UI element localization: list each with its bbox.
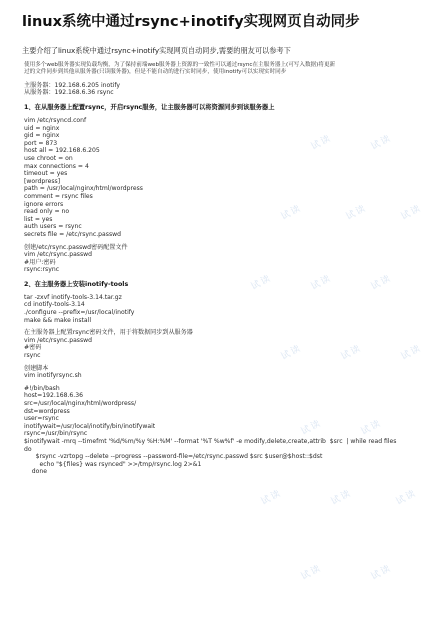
config-line: rsync: [24, 352, 41, 360]
text-line: 创建脚本: [24, 364, 49, 372]
watermark: 试读: [259, 488, 284, 508]
watermark: 试读: [369, 563, 394, 583]
config-line: #密码: [24, 344, 42, 352]
step1-heading: 1、在从服务器上配置rsync，开启rsync服务，让主服务器可以将资源同步到该服务器上: [24, 104, 275, 111]
script-intro-block: [24, 365, 424, 380]
intro-paragraph: [24, 62, 424, 77]
config-line: 在主服务器上配置rsync密码文件，用于将数据同步到从服务器: [24, 329, 193, 337]
watermark: 试读: [344, 203, 369, 223]
watermark: 试读: [399, 203, 424, 223]
config-line: auth users = rsync: [24, 223, 82, 231]
code-line: host=192.168.6.36: [24, 392, 83, 400]
code-line: $inotifywait -mrq --timefmt '%d/%m/%y %H:%M' --format '%T %w%f' -e modify,delete,create,attrib $src | while read files: [24, 437, 397, 445]
config-line: port = 873: [24, 139, 58, 147]
config-line: comment = rsync files: [24, 192, 93, 200]
watermark: 试读: [399, 343, 424, 363]
config-line: rsync:rsync: [24, 266, 60, 274]
page-subtitle: 主要介绍了linux系统中通过rsync+inotify实现网页自动同步,需要的朋友可以参考下: [22, 46, 291, 55]
code-line: src=/usr/local/nginx/html/wordpress/: [24, 400, 137, 407]
config-line: path = /usr/local/nginx/html/wordpress: [24, 185, 143, 193]
command-line: cd inotify-tools-3.14: [24, 301, 85, 309]
config-line: list = yes: [24, 215, 53, 223]
config-line: vim /etc/rsync.passwd: [24, 251, 93, 259]
master-passwd-block: [24, 329, 424, 359]
code-line: rsync=/usr/bin/rsync: [24, 430, 88, 438]
watermark: 试读: [339, 343, 364, 363]
config-line: vim /etc/rsyncd.conf: [24, 117, 87, 124]
config-line: uid = nginx: [24, 124, 60, 132]
config-line: ignore errors: [24, 200, 64, 208]
code-line: done: [24, 468, 47, 476]
install-commands-block: [24, 294, 424, 324]
config-line: [wordpress]: [24, 177, 61, 185]
watermark: 试读: [394, 488, 419, 508]
code-line: do: [24, 445, 32, 453]
watermark: 试读: [299, 563, 324, 583]
config-line: timeout = yes: [24, 170, 68, 178]
watermark: 试读: [329, 488, 354, 508]
intro-line: 过的文件同步到其他从服务器(只读服务器)，但是不能自动的进行实时同步，使用inotify可以实现实时同步: [24, 69, 287, 76]
code-line: inotifywait=/usr/local/inotify/bin/inotifywait: [24, 422, 156, 430]
config-line: max connections = 4: [24, 162, 89, 170]
intro-line: 使用多个web服务器实现负载均衡，为了保持前端web服务器上资源的一致性可以通过rsync在主服务器上(可写入数据)将更新: [24, 62, 336, 68]
command-line: ./configure --prefix=/usr/local/inotify: [24, 309, 135, 317]
config-line: read only = no: [24, 208, 70, 216]
watermark: 试读: [279, 343, 304, 363]
watermark: 试读: [369, 133, 394, 153]
code-line: $rsync -vzrtopg --delete --progress --password-file=/etc/rsync.passwd $src $user@$host::$dst: [24, 453, 323, 461]
watermark: 试读: [279, 203, 304, 223]
code-line: dst=wordpress: [24, 407, 70, 415]
server-line: 主服务器：192.168.6.205 inotify: [24, 81, 120, 89]
config-line: use chroot = on: [24, 154, 73, 162]
watermark: 试读: [309, 133, 334, 153]
text-line: vim inotifyrsync.sh: [24, 372, 82, 380]
command-line: make && make install: [24, 316, 92, 324]
command-line: tar -zxvf inotify-tools-3.14.tar.gz: [24, 293, 122, 301]
step2-heading: 2、在主服务器上安装inotify-tools: [24, 280, 129, 288]
watermark: 试读: [299, 418, 324, 438]
server-list: [24, 82, 424, 97]
config-line: #用户:密码: [24, 258, 56, 266]
watermark: 试读: [369, 273, 394, 293]
watermark: 试读: [249, 273, 274, 293]
page-title: linux系统中通过rsync+inotify实现网页自动同步: [22, 14, 360, 30]
config-line: 创建/etc/rsync.passwd密码配置文件: [24, 243, 128, 251]
code-line: #!/bin/bash: [24, 384, 60, 392]
config-line: host all = 192.168.6.205: [24, 147, 100, 155]
config-line: secrets file = /etc/rsync.passwd: [24, 230, 121, 238]
watermark: 试读: [309, 273, 334, 293]
code-line: user=rsync: [24, 415, 59, 423]
watermark: 试读: [359, 418, 384, 438]
rsyncd-config-block: [24, 117, 424, 239]
script-code-block: [24, 385, 424, 476]
server-line: 从服务器：192.168.6.36 rsync: [24, 89, 114, 97]
config-line: gid = nginx: [24, 132, 60, 140]
passwd-config-block: [24, 244, 424, 274]
article-body: [24, 62, 424, 476]
code-line: echo "${files} was rsynced" >>/tmp/rsync.log 2>&1: [24, 460, 202, 468]
config-line: vim /etc/rsync.passwd: [24, 336, 93, 344]
